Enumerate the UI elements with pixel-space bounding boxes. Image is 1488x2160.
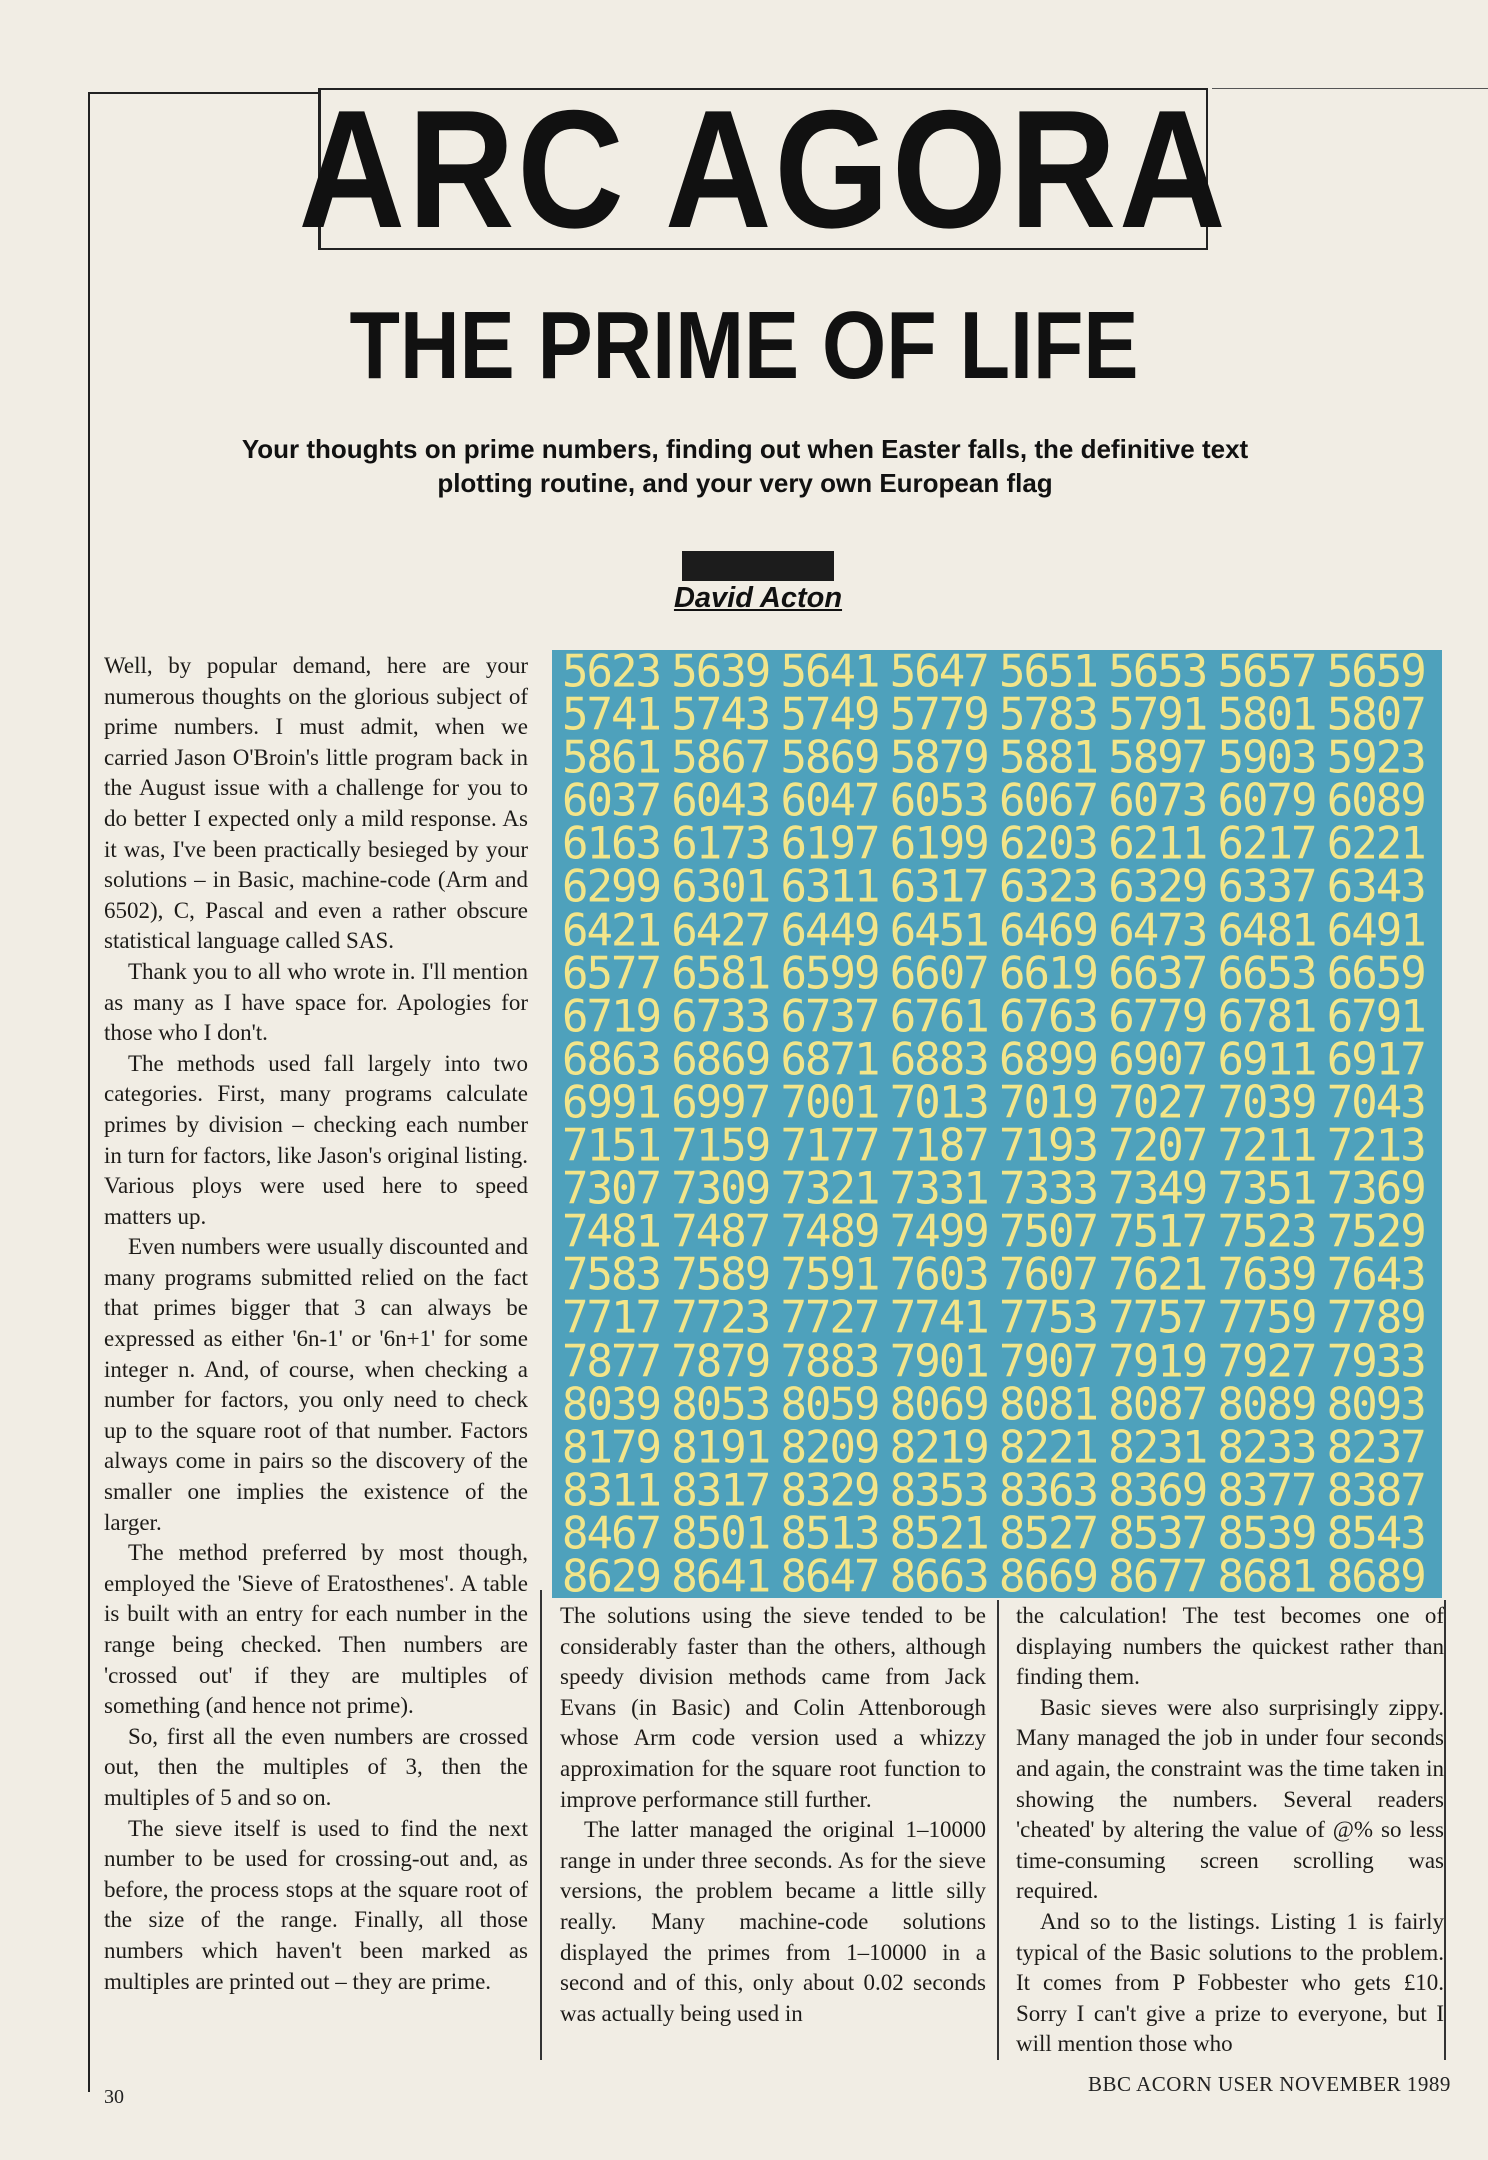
body-column-2 (560, 1601, 986, 2029)
paragraph: Well, by popular demand, here are your numerous thoughts on the glorious subject of prime numbers. I must admit, when we carried Jason O'Broin's little program back in the August issue with a challenge for you to do better I expected only a mild response. As it was, I've been practically besieged by your solutions – in Basic, machine-code (Arm and 6502), C, Pascal and even a rather obscure statistical language called SAS. (104, 653, 528, 954)
frame-rule-top-left (88, 92, 318, 94)
prime-number: 7907 (999, 1334, 1097, 1388)
prime-number: 6449 (780, 904, 879, 957)
frame-rule-top-right (1212, 88, 1488, 89)
prime-number: 7309 (671, 1162, 770, 1215)
prime-number: 6329 (1108, 860, 1207, 913)
prime-number: 7607 (999, 1248, 1097, 1301)
prime-number: 6737 (780, 990, 879, 1043)
prime-number: 8647 (780, 1550, 879, 1598)
prime-number: 7523 (1217, 1205, 1316, 1258)
prime-number: 7369 (1326, 1162, 1425, 1215)
prime-number: 6047 (780, 774, 879, 827)
prime-number: 7879 (671, 1334, 770, 1388)
article-headline: THE PRIME OF LIFE (349, 292, 1139, 399)
prime-number: 8663 (889, 1550, 988, 1598)
prime-number: 6581 (671, 947, 770, 1000)
prime-number: 6899 (999, 1033, 1097, 1086)
prime-number: 8543 (1326, 1507, 1425, 1560)
paragraph: And so to the listings. Listing 1 is fairly typical of the Basic solutions to the problem. It comes from P Fobbester who gets £10. Sorry I can't give a prize to everyone, but I will mention those who (1016, 1908, 1444, 2057)
paragraph: The methods used fall largely into two categories. First, many programs calculate primes by division – checking each number in turn for factors, like Jason's original listing. Various ploys were used here to speed matters up. (104, 1050, 528, 1229)
prime-number: 6779 (1108, 990, 1207, 1043)
prime-number: 6659 (1326, 947, 1425, 1000)
prime-number: 6421 (562, 904, 660, 957)
prime-number: 8317 (671, 1464, 770, 1517)
prime-number: 5897 (1108, 731, 1207, 784)
prime-number: 6311 (780, 860, 879, 913)
prime-number: 7529 (1326, 1205, 1425, 1258)
prime-number: 7499 (889, 1205, 988, 1258)
page-number: 30 (104, 2086, 124, 2108)
prime-number: 6163 (562, 817, 660, 870)
prime-number: 6037 (562, 774, 660, 827)
prime-number: 7919 (1108, 1334, 1207, 1388)
prime-number: 6217 (1217, 817, 1316, 870)
prime-number: 6761 (889, 990, 988, 1043)
prime-number: 7789 (1326, 1291, 1425, 1344)
prime-number: 8369 (1108, 1464, 1207, 1517)
column-rule (997, 1600, 999, 2060)
prime-number: 8237 (1326, 1421, 1425, 1474)
prime-numbers-screenshot (552, 650, 1442, 1598)
prime-number: 7001 (780, 1076, 879, 1129)
prime-number: 7753 (999, 1291, 1097, 1344)
masthead-title: ARC AGORA (298, 75, 1229, 263)
prime-number: 5783 (999, 688, 1097, 741)
prime-number: 7019 (999, 1076, 1097, 1129)
prime-number: 8501 (671, 1507, 770, 1560)
prime-number: 6917 (1326, 1033, 1425, 1086)
prime-number: 5657 (1217, 650, 1316, 698)
column-rule (1444, 1600, 1446, 2060)
prime-number: 7589 (671, 1248, 770, 1301)
prime-number: 7727 (780, 1291, 879, 1344)
prime-number: 6337 (1217, 860, 1316, 913)
paragraph: The solutions using the sieve tended to be considerably faster than the others, although speedy division methods came from Jack Evans (in Basic) and Colin Attenborough whose Arm code version used a whizzy approximation for the square root function to improve performance still further. (560, 1603, 986, 1812)
prime-number: 7507 (999, 1205, 1097, 1258)
prime-number: 6073 (1108, 774, 1207, 827)
paragraph: The sieve itself is used to find the next number to be used for crossing-out and, as before, the process stops at the square root of the size of the range. Finally, all those numbers which haven't been marked as multiples are printed out – they are prime. (104, 1815, 528, 1994)
prime-number: 7883 (780, 1334, 879, 1388)
prime-number: 6997 (671, 1076, 770, 1129)
prime-number: 7177 (780, 1119, 879, 1172)
prime-number: 7741 (889, 1291, 988, 1344)
prime-number: 5807 (1326, 688, 1425, 741)
prime-number: 5801 (1217, 688, 1316, 741)
prime-number: 5639 (671, 650, 770, 698)
prime-number: 6211 (1108, 817, 1207, 870)
prime-number: 6911 (1217, 1033, 1316, 1086)
prime-number: 6427 (671, 904, 770, 957)
prime-number: 7489 (780, 1205, 879, 1258)
article-standfirst: Your thoughts on prime numbers, finding out when Easter falls, the definitive text plotting routine, and your very own European flag (241, 434, 1249, 498)
prime-number: 7039 (1217, 1076, 1316, 1129)
prime-number: 6863 (562, 1033, 660, 1086)
prime-number: 6781 (1217, 990, 1316, 1043)
prime-number: 6619 (999, 947, 1097, 1000)
column-rule (540, 1590, 542, 2060)
prime-number: 8669 (999, 1550, 1097, 1598)
prime-number: 7207 (1108, 1119, 1207, 1172)
byline-bar (682, 551, 834, 581)
prime-number: 7331 (889, 1162, 988, 1215)
prime-number: 7621 (1108, 1248, 1207, 1301)
prime-number: 8387 (1326, 1464, 1425, 1517)
prime-number: 8087 (1108, 1378, 1207, 1431)
prime-number: 7159 (671, 1119, 770, 1172)
prime-number: 6481 (1217, 904, 1316, 957)
prime-number: 6301 (671, 860, 770, 913)
prime-number: 7043 (1326, 1076, 1425, 1129)
prime-number: 7307 (562, 1162, 660, 1215)
prime-number: 7211 (1217, 1119, 1316, 1172)
paragraph: the calculation! The test becomes one of displaying numbers the quickest rather than finding them. (1016, 1603, 1444, 1690)
prime-number: 8093 (1326, 1378, 1425, 1431)
prime-number: 7481 (562, 1205, 660, 1258)
prime-number: 8537 (1108, 1507, 1207, 1560)
prime-number: 8513 (780, 1507, 879, 1560)
prime-number: 8689 (1326, 1550, 1425, 1598)
prime-number: 5903 (1217, 731, 1316, 784)
prime-number: 8521 (889, 1507, 988, 1560)
prime-number: 8219 (889, 1421, 988, 1474)
prime-number: 7517 (1108, 1205, 1207, 1258)
prime-number: 5791 (1108, 688, 1207, 741)
prime-number: 7759 (1217, 1291, 1316, 1344)
prime-number: 5869 (780, 731, 879, 784)
prime-number: 7151 (562, 1119, 660, 1172)
body-column-3 (1016, 1601, 1444, 2060)
prime-number: 6733 (671, 990, 770, 1043)
running-footer: BBC ACORN USER NOVEMBER 1989 (1088, 2072, 1451, 2096)
prime-number: 7757 (1108, 1291, 1207, 1344)
prime-number: 7583 (562, 1248, 660, 1301)
prime-number: 6607 (889, 947, 988, 1000)
prime-number: 7603 (889, 1248, 988, 1301)
paragraph: So, first all the even numbers are crossed out, then the multiples of 3, then the multiples of 5 and so on. (104, 1723, 528, 1810)
prime-number: 6317 (889, 860, 988, 913)
prime-number: 7723 (671, 1291, 770, 1344)
prime-number: 5861 (562, 731, 660, 784)
prime-number: 6469 (999, 904, 1097, 957)
prime-number: 7187 (889, 1119, 988, 1172)
body-column-1 (104, 651, 528, 1997)
prime-number: 7933 (1326, 1334, 1425, 1388)
prime-number: 5923 (1326, 731, 1425, 784)
prime-number: 8231 (1108, 1421, 1207, 1474)
prime-number: 6871 (780, 1033, 879, 1086)
paragraph: Thank you to all who wrote in. I'll mention as many as I have space for. Apologies for those who I don't. (104, 958, 528, 1046)
prime-number: 6067 (999, 774, 1097, 827)
prime-number: 5647 (889, 650, 988, 698)
prime-number: 6991 (562, 1076, 660, 1129)
prime-number: 8209 (780, 1421, 879, 1474)
prime-number: 6451 (889, 904, 988, 957)
prime-number: 8053 (671, 1378, 770, 1431)
prime-number: 8039 (562, 1378, 660, 1431)
prime-number: 7927 (1217, 1334, 1316, 1388)
paragraph: The method preferred by most though, employed the 'Sieve of Eratosthenes'. A table is built with an entry for each number in the range being checked. Then numbers are 'crossed out' if they are multiples of something (and hence not prime). (104, 1540, 528, 1719)
prime-number: 6173 (671, 817, 770, 870)
byline-author: David Acton (673, 582, 843, 614)
prime-number: 7717 (562, 1291, 660, 1344)
prime-number: 6323 (999, 860, 1097, 913)
prime-number: 7487 (671, 1205, 770, 1258)
prime-number: 6299 (562, 860, 660, 913)
prime-number: 6907 (1108, 1033, 1207, 1086)
prime-number: 6869 (671, 1033, 770, 1086)
prime-number: 8539 (1217, 1507, 1316, 1560)
prime-number: 6883 (889, 1033, 988, 1086)
prime-number: 7213 (1326, 1119, 1425, 1172)
prime-number: 6637 (1108, 947, 1207, 1000)
paragraph: Basic sieves were also surprisingly zippy. Many managed the job in under four seconds and again, the constraint was the time taken in showing the numbers. Several readers 'cheated' by altering the value of @% so less time-consuming screen scrolling was required. (1016, 1694, 1444, 1904)
prime-number: 6203 (999, 817, 1097, 870)
prime-number: 6221 (1326, 817, 1425, 870)
prime-number: 6089 (1326, 774, 1425, 827)
prime-number: 8179 (562, 1421, 660, 1474)
prime-number: 6043 (671, 774, 770, 827)
prime-number: 7877 (562, 1334, 660, 1388)
prime-number: 5881 (999, 731, 1097, 784)
prime-number: 5779 (889, 688, 988, 741)
prime-number: 8363 (999, 1464, 1097, 1517)
prime-number: 5641 (780, 650, 879, 698)
prime-number: 8069 (889, 1378, 988, 1431)
prime-number: 8629 (562, 1550, 660, 1598)
prime-number: 6343 (1326, 860, 1425, 913)
prime-number: 7027 (1108, 1076, 1207, 1129)
prime-number: 8089 (1217, 1378, 1316, 1431)
prime-number: 5623 (562, 650, 660, 698)
paragraph: The latter managed the original 1–10000 range in under three seconds. As for the sieve versions, the problem became a little silly really. Many machine-code solutions displayed the primes from 1–10000 in a second and of this, only about 0.02 seconds was actually being used in (560, 1817, 986, 2026)
prime-number: 6577 (562, 947, 660, 1000)
prime-number: 5659 (1326, 650, 1425, 698)
prime-number: 8681 (1217, 1550, 1316, 1598)
prime-number: 6653 (1217, 947, 1316, 1000)
prime-number: 6491 (1326, 904, 1425, 957)
prime-number: 7591 (780, 1248, 879, 1301)
prime-number: 7643 (1326, 1248, 1425, 1301)
prime-number: 8527 (999, 1507, 1097, 1560)
prime-number: 6473 (1108, 904, 1207, 957)
prime-number: 6079 (1217, 774, 1316, 827)
prime-number: 6791 (1326, 990, 1425, 1043)
prime-number: 6719 (562, 990, 660, 1043)
prime-number: 8081 (999, 1378, 1097, 1431)
prime-number: 5741 (562, 688, 660, 741)
prime-number: 6599 (780, 947, 879, 1000)
prime-number: 5653 (1108, 650, 1207, 698)
prime-number: 8677 (1108, 1550, 1207, 1598)
prime-number: 7321 (780, 1162, 879, 1215)
paragraph: Even numbers were usually discounted and many programs submitted relied on the fact that primes bigger that 3 can always be expressed as either '6n-1' or '6n+1' for some integer n. And, of course, when checking a number for factors, you only need to check up to the square root of that number. Factors always come in pairs so the discovery of the smaller one implies the existence of the larger. (104, 1234, 528, 1535)
prime-number: 7639 (1217, 1248, 1316, 1301)
prime-number: 8329 (780, 1464, 879, 1517)
prime-number: 5879 (889, 731, 988, 784)
prime-number: 8233 (1217, 1421, 1316, 1474)
prime-number: 5749 (780, 688, 879, 741)
prime-number: 6053 (889, 774, 988, 827)
prime-number: 7351 (1217, 1162, 1316, 1215)
prime-number: 6199 (889, 817, 988, 870)
prime-number: 6197 (780, 817, 879, 870)
prime-number: 8353 (889, 1464, 988, 1517)
prime-number: 5651 (999, 650, 1097, 698)
prime-number: 7333 (999, 1162, 1097, 1215)
prime-number: 8191 (671, 1421, 770, 1474)
prime-number: 6763 (999, 990, 1097, 1043)
prime-number: 7193 (999, 1119, 1097, 1172)
prime-number: 7901 (889, 1334, 988, 1388)
prime-number: 8377 (1217, 1464, 1316, 1517)
prime-number: 7349 (1108, 1162, 1207, 1215)
prime-number: 7013 (889, 1076, 988, 1129)
prime-number: 8641 (671, 1550, 770, 1598)
prime-number: 8221 (999, 1421, 1097, 1474)
prime-number: 8059 (780, 1378, 879, 1431)
prime-number: 8467 (562, 1507, 660, 1560)
prime-number: 5867 (671, 731, 770, 784)
masthead-box (298, 75, 1229, 263)
prime-number: 5743 (671, 688, 770, 741)
frame-rule-left (88, 92, 90, 2092)
prime-number: 8311 (562, 1464, 660, 1517)
